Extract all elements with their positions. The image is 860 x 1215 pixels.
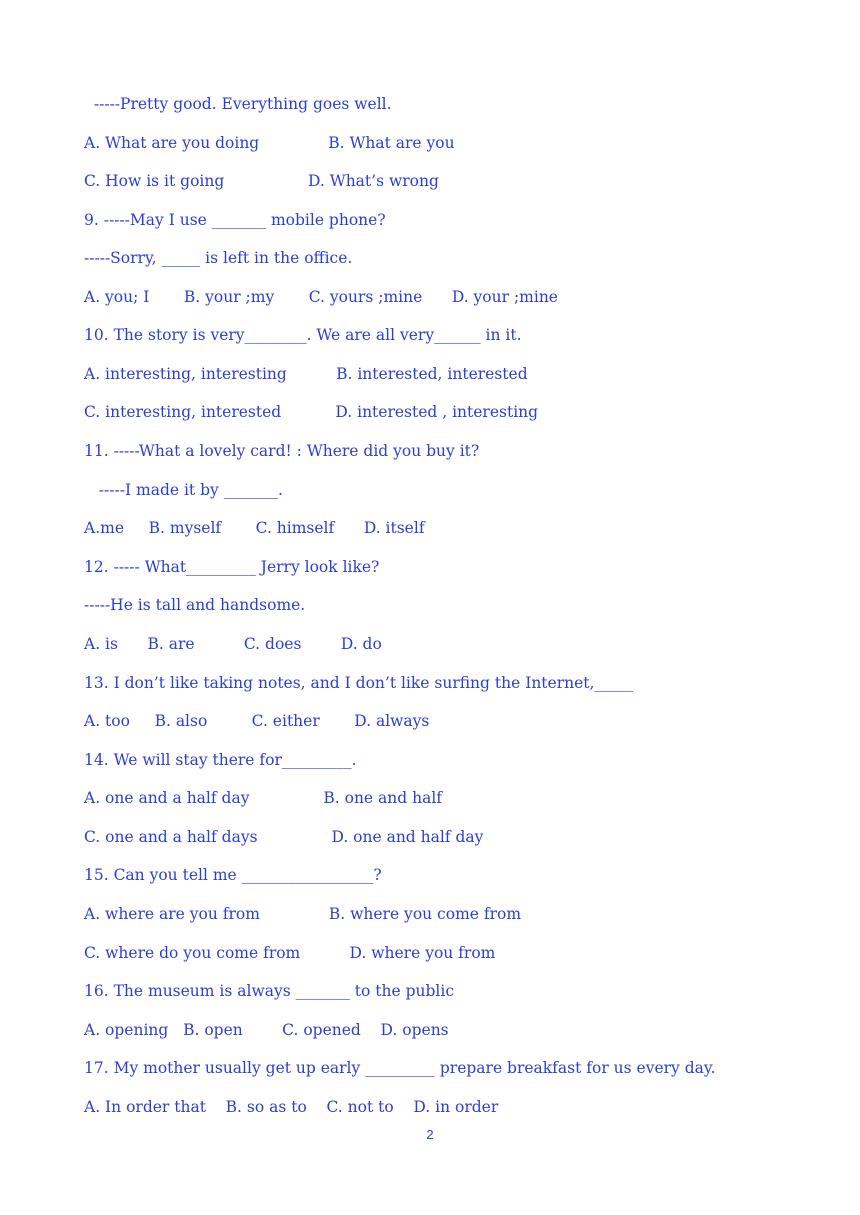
options-line: C. interesting, interested D. interested , interesting (84, 403, 539, 421)
question-15: 15. Can you tell me _________________? (84, 866, 382, 884)
question-10: 10. The story is very________. We are all very______ in it. (84, 326, 522, 344)
options-line: C. How is it going D. What’s wrong (84, 172, 439, 190)
question-13: 13. I don’t like taking notes, and I don’t like surfing the Internet,_____ (84, 674, 634, 692)
question-11: 11. -----What a lovely card! : Where did you buy it? (84, 442, 480, 460)
options-line: A. opening B. open C. opened D. opens (84, 1021, 449, 1039)
page-number: 2 (426, 1127, 434, 1142)
options-line: A. where are you from B. where you come from (84, 905, 522, 923)
options-line: A. interesting, interesting B. interested, interested (84, 365, 528, 383)
question-16: 16. The museum is always _______ to the public (84, 982, 454, 1000)
options-line: A. is B. are C. does D. do (84, 635, 382, 653)
options-line: A. you; I B. your ;my C. yours ;mine D. your ;mine (84, 288, 558, 306)
options-line: A. one and a half day B. one and half (84, 789, 443, 807)
options-line: A. What are you doing B. What are you (84, 134, 455, 152)
options-line: A. too B. also C. either D. always (84, 712, 430, 730)
options-line: C. where do you come from D. where you from (84, 944, 496, 962)
options-line: C. one and a half days D. one and half day (84, 828, 484, 846)
question-14: 14. We will stay there for_________. (84, 751, 357, 769)
question-12: 12. ----- What_________ Jerry look like? (84, 558, 380, 576)
dialogue-line: -----I made it by _______. (84, 481, 283, 499)
options-line: A. In order that B. so as to C. not to D. in order (84, 1098, 499, 1116)
dialogue-line: -----Pretty good. Everything goes well. (84, 95, 392, 113)
question-9: 9. -----May I use _______ mobile phone? (84, 211, 386, 229)
dialogue-line: -----Sorry, _____ is left in the office. (84, 249, 353, 267)
question-17: 17. My mother usually get up early _________ prepare breakfast for us every day. (84, 1059, 716, 1077)
dialogue-line: -----He is tall and handsome. (84, 596, 306, 614)
options-line: A.me B. myself C. himself D. itself (84, 519, 425, 537)
